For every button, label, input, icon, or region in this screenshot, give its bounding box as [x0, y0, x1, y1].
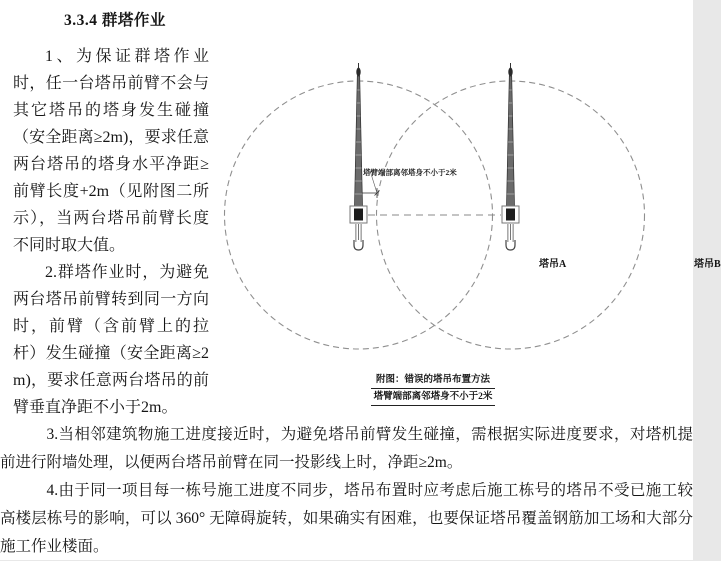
- tower-crane-a: [350, 63, 367, 250]
- clearance-dimension-label: 塔臂端部离邻塔身不小于2米: [363, 168, 457, 177]
- bottom-text-block: [0, 421, 693, 561]
- crane-a-label: 塔吊A: [539, 259, 567, 270]
- figure-caption: [371, 374, 495, 406]
- paragraph-1: 1、为保证群塔作业时，任一台塔吊前臂不会与其它塔吊的塔身发生碰撞（安全距离≥2m)，要求任意两台塔吊的塔身水平净距≥前臂长度+2m（见附图二所示），当两台塔吊前臂长度不同时取大值。: [13, 48, 209, 254]
- tower-crane-b: [502, 63, 519, 250]
- paragraph-4: 4.由于同一项目每一栋号施工进度不同步，塔吊布置时应考虑后施工栋号的塔吊不受已施工较高楼层栋号的影响，可以 360° 无障碍旋转，如果确实有困难，也要保证塔吊覆盖钢筋加工场和大部分施工作业楼面。: [0, 482, 693, 555]
- crane-b-label: 塔吊B: [694, 259, 721, 270]
- paragraph-3: 3.当相邻建筑物施工进度接近时，为避免塔吊前臂发生碰撞，需根据实际进度要求，对塔机提前进行附墙处理，以便两台塔吊前臂在同一投影线上时，净距≥2m。: [0, 426, 693, 471]
- figure-caption-title: 附图：错误的塔吊布置方法: [371, 374, 495, 389]
- left-text-column: [13, 43, 209, 421]
- tower-crane-diagram: [193, 55, 721, 420]
- section-heading: 3.3.4 群塔作业: [64, 12, 166, 29]
- figure-caption-note: 塔臂端部离邻塔身不小于2米: [371, 389, 495, 406]
- paragraph-2: 2.群塔作业时，为避免两台塔吊前臂转到同一方向时，前臂（含前臂上的拉杆）发生碰撞（安全距离≥2m)，要求任意两台塔吊的前臂垂直净距不小于2m。: [13, 264, 209, 416]
- crane-plan-drawing: [193, 55, 693, 420]
